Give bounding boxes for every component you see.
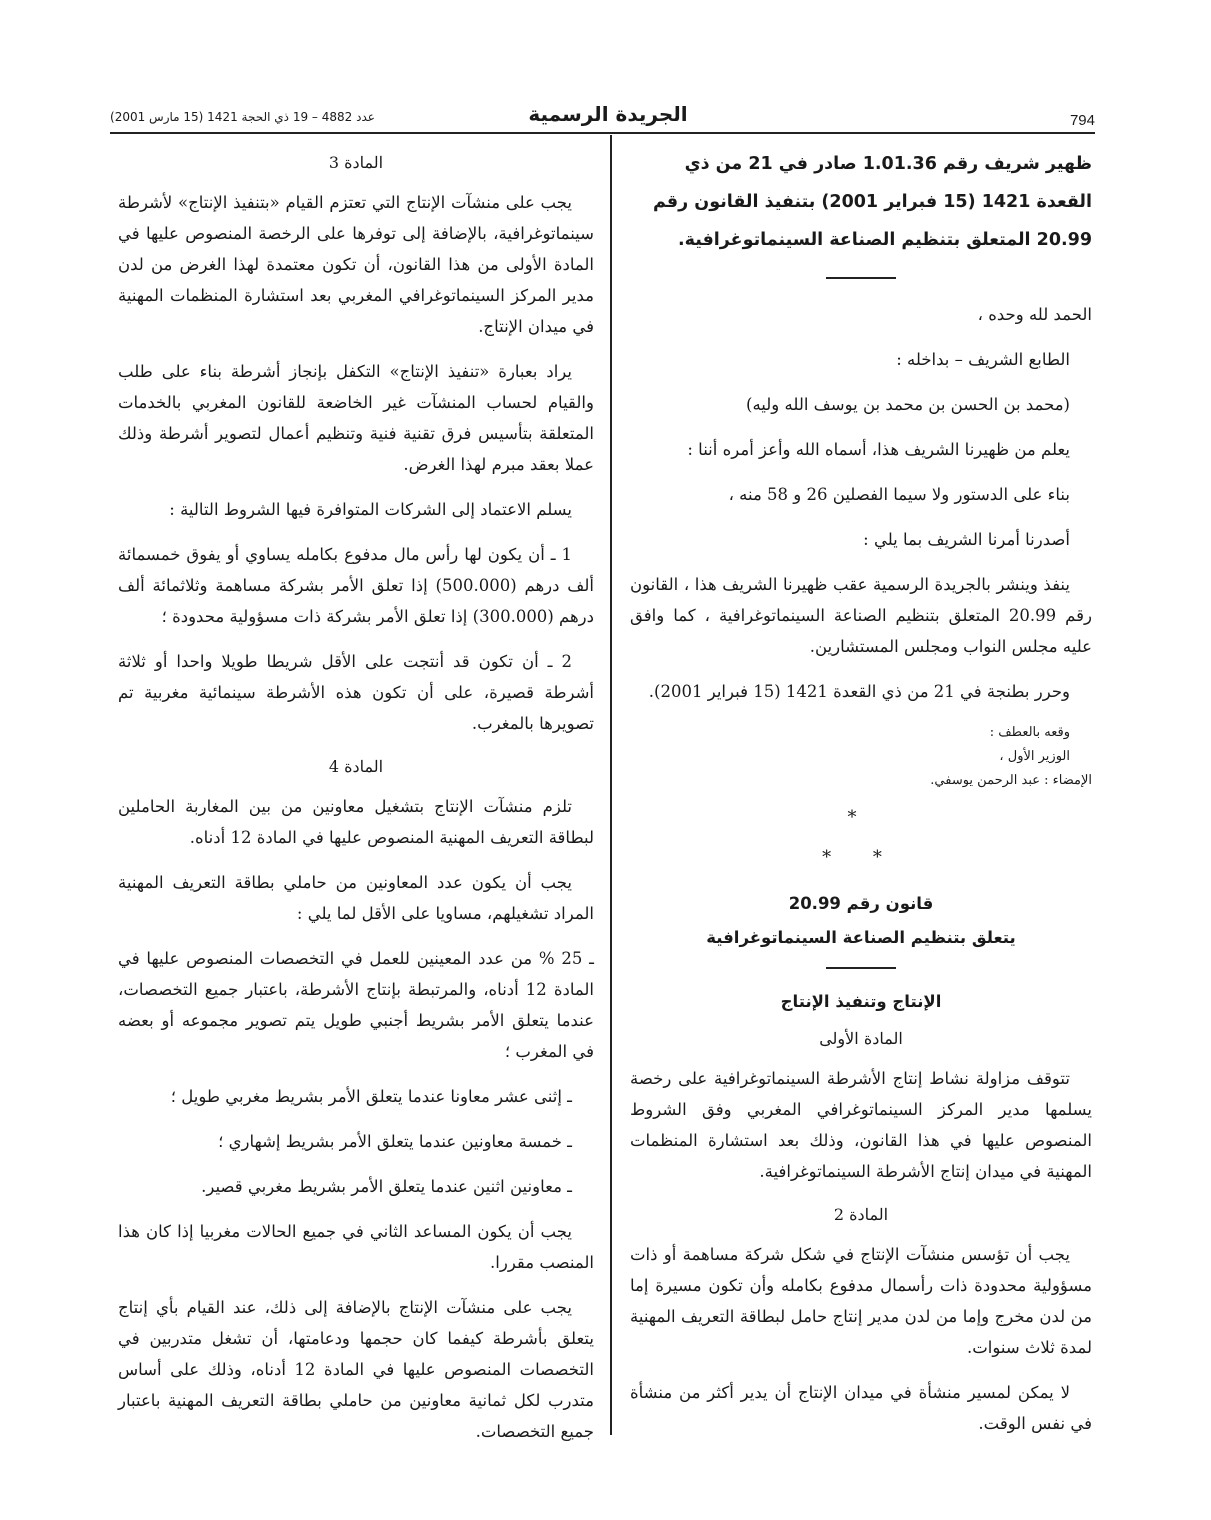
law-number: قانون رقم 20.99 xyxy=(788,894,934,913)
law-rule xyxy=(826,967,896,969)
separator-star-1: * xyxy=(847,807,875,828)
countersign-line-2: الوزير الأول ، xyxy=(999,749,1070,764)
seal-line: الطابع الشريف – بداخله : xyxy=(896,350,1070,369)
page-header xyxy=(110,100,1095,130)
based-on-line: بناء على الدستور ولا سيما الفصلين 26 و 58 منه ، xyxy=(728,485,1070,504)
article-4-paragraph-2: يجب أن يكون عدد المعاونين من حاملي بطاقة التعريف المهنية المراد تشغيلهم، مساويا على الأقل لما يلي : xyxy=(118,873,594,923)
decreed-line: أصدرنا أمرنا الشريف بما يلي : xyxy=(863,530,1070,549)
article-3-paragraph-1: يجب على منشآت الإنتاج التي تعتزم القيام «بتنفيذ الإنتاج» لأشرطة سينماتوغرافية، بالإضافة إلى توفرها على الرخصة المنصوص عليها في المادة الأولى من هذا القانون، أن تكون معتمدة لهذا الغرض من لدن مدير المركز السينماتوغرافي المغربي بعد استشارة المنظمات المهنية في ميدان الإنتاج. xyxy=(118,193,594,336)
separator-star-2: * * xyxy=(822,847,900,868)
article-3-paragraph-2: يراد بعبارة «تنفيذ الإنتاج» التكفل بإنجاز أشرطة بناء على طلب والقيام لحساب المنشآت غير الخاضعة للقانون المغربي بالخدمات المتعلقة بتأسيس فرق تقنية فنية وتنظيم أعمال لتصوير أشرطة وذلك عملا بعقد مبرم لهذا الغرض. xyxy=(118,362,594,474)
column-divider xyxy=(610,135,612,1435)
article-4-paragraph-1: تلزم منشآت الإنتاج بتشغيل معاونين من بين المغاربة الحاملين لبطاقة التعريف المهنية المنصوص عليها في المادة 12 أدناه. xyxy=(118,797,594,847)
right-column xyxy=(630,145,1092,1453)
praise-line: الحمد لله وحده ، xyxy=(977,305,1092,324)
announce-line: يعلم من ظهيرنا الشريف هذا، أسماه الله وأعز أمره أننا : xyxy=(687,440,1070,459)
countersign-line-1: وقعه بالعطف : xyxy=(989,725,1070,740)
article-2-title: المادة 2 xyxy=(833,1205,889,1224)
king-name: (محمد بن الحسن بن محمد بن يوسف الله وليه) xyxy=(746,395,1070,414)
done-at-line: وحرر بطنجة في 21 من ذي القعدة 1421 (15 فبراير 2001). xyxy=(648,682,1070,701)
issue-info: عدد 4882 – 19 ذي الحجة 1421 (15 مارس 2001) xyxy=(110,110,375,124)
article-4-paragraph-4: يجب على منشآت الإنتاج بالإضافة إلى ذلك، عند القيام بأي إنتاج يتعلق بأشرطة كيفما كان حجمها ودعامتها، أن تشغل متدربين في التخصصات المنصوص عليها في المادة 12 أدناه، وذلك على أساس متدرب لكل ثمانية معاونين من حاملي بطاقة التعريف المهنية باعتبار جميع التخصصات. xyxy=(118,1298,594,1441)
article-4-item-1: ـ 25 % من عدد المعينين للعمل في التخصصات المنصوص عليها في المادة 12 أدناه، والمرتبطة بإنتاج الأشرطة، باعتبار جميع التخصصات، عندما يتعلق الأمر بشريط أجنبي طويل يتم تصوير مجموعه أو بعضه في المغرب ؛ xyxy=(118,949,594,1061)
article-2-paragraph-1: يجب أن تؤسس منشآت الإنتاج في شكل شركة مساهمة أو ذات مسؤولية محدودة ذات رأسمال مدفوع بكامله وأن تكون مسيرة إما من لدن مخرج وإما من لدن مدير إنتاج حامل لبطاقة التعريف المهنية لمدة ثلاث سنوات. xyxy=(630,1245,1092,1357)
article-1-title: المادة الأولى xyxy=(819,1029,903,1048)
article-3-item-1: 1 ـ أن يكون لها رأس مال مدفوع بكامله يساوي أو يفوق خمسمائة ألف درهم (500.000) إذا تعلق الأمر بشركة مساهمة وثلاثمائة ألف درهم (300.000) إذا تعلق الأمر بشركة ذات مسؤولية محدودة ؛ xyxy=(118,545,594,626)
article-3-paragraph-3: يسلم الاعتماد إلى الشركات المتوافرة فيها الشروط التالية : xyxy=(169,500,572,519)
section-title: الإنتاج وتنفيذ الإنتاج xyxy=(780,992,942,1011)
countersign-line-3: الإمضاء : عبد الرحمن يوسفي. xyxy=(930,773,1092,788)
article-3-item-2: 2 ـ أن تكون قد أنتجت على الأقل شريطا طويلا واحدا أو ثلاثة أشرطة قصيرة، على أن تكون هذه الأشرطة سينمائية مغربية تم تصويرها بالمغرب. xyxy=(118,652,594,733)
left-column xyxy=(118,145,594,1461)
page-number: 794 xyxy=(1069,112,1095,129)
article-4-item-2: ـ إثنى عشر معاونا عندما يتعلق الأمر بشريط مغربي طويل ؛ xyxy=(170,1087,572,1106)
law-subject: يتعلق بتنظيم الصناعة السينماتوغرافية xyxy=(706,928,1016,947)
article-4-paragraph-3: يجب أن يكون المساعد الثاني في جميع الحالات مغربيا إذا كان هذا المنصب مقررا. xyxy=(118,1222,594,1272)
article-2-paragraph-2: لا يمكن لمسير منشأة في ميدان الإنتاج أن يدير أكثر من منشأة في نفس الوقت. xyxy=(630,1383,1092,1433)
article-4-title: المادة 4 xyxy=(328,757,384,776)
header-rule xyxy=(110,132,1095,134)
article-4-item-4: ـ معاونين اثنين عندما يتعلق الأمر بشريط مغربي قصير. xyxy=(201,1177,572,1196)
title-rule xyxy=(826,277,896,279)
journal-title: الجريدة الرسمية xyxy=(528,102,688,126)
article-3-title: المادة 3 xyxy=(328,153,384,172)
article-4-item-3: ـ خمسة معاونين عندما يتعلق الأمر بشريط إشهاري ؛ xyxy=(218,1132,572,1151)
execute-paragraph: ينفذ وينشر بالجريدة الرسمية عقب ظهيرنا الشريف هذا ، القانون رقم 20.99 المتعلق بتنظيم الصناعة السينماتوغرافية ، كما وافق عليه مجلس النواب ومجلس المستشارين. xyxy=(630,575,1092,656)
article-1-text: تتوقف مزاولة نشاط إنتاج الأشرطة السينماتوغرافية على رخصة يسلمها مدير المركز السينماتوغرافي المغربي وفق الشروط المنصوص عليها في هذا القانون، وذلك بعد استشارة المنظمات المهنية في ميدان إنتاج الأشرطة السينماتوغرافية. xyxy=(630,1069,1092,1181)
dahir-title: ظهير شريف رقم 1.01.36 صادر في 21 من ذي القعدة 1421 (15 فبراير 2001) بتنفيذ القانون رقم 20.99 المتعلق بتنظيم الصناعة السينماتوغرافية. xyxy=(652,154,1092,250)
